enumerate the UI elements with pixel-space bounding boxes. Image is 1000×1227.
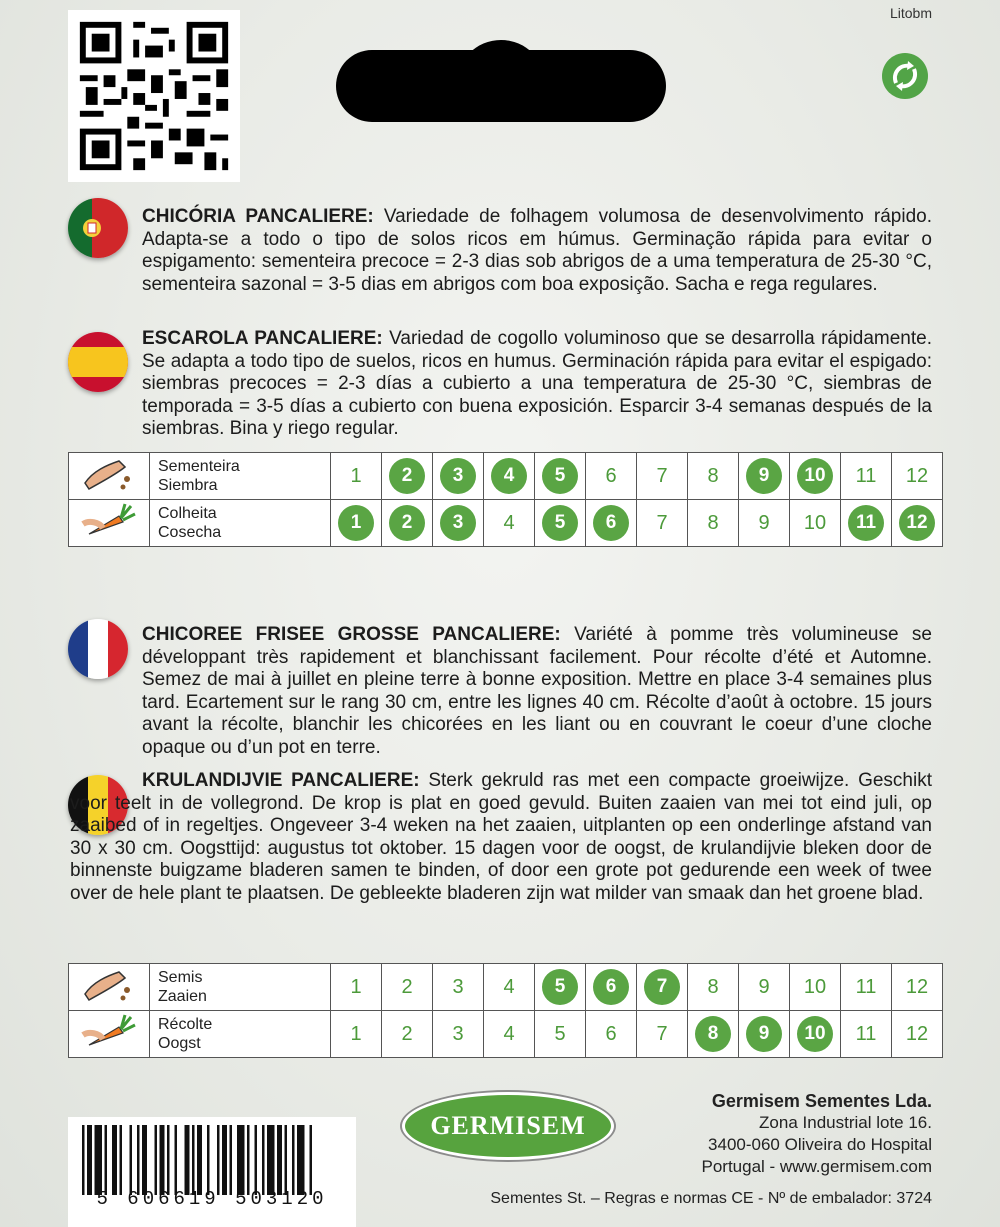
month-cell-active: 9 xyxy=(739,453,790,500)
calendar-row xyxy=(69,453,943,500)
month-cell: 4 xyxy=(484,964,535,1011)
calendar-row-label: Récolte Oogst xyxy=(150,1011,331,1058)
month-cell: 11 xyxy=(841,1011,892,1058)
month-cell: 1 xyxy=(331,964,382,1011)
hand-sowing-icon xyxy=(69,453,150,500)
qr-code xyxy=(68,10,240,182)
month-cell-active: 5 xyxy=(535,453,586,500)
month-cell-active: 3 xyxy=(433,500,484,547)
hand-carrot-icon xyxy=(69,500,150,547)
calendar-row-label: Semis Zaaien xyxy=(150,964,331,1011)
footer-regulation: Sementes St. – Regras e normas CE - Nº de embalador: 3724 xyxy=(490,1190,932,1207)
company-address xyxy=(701,1090,932,1178)
month-cell-active: 12 xyxy=(892,500,943,547)
hang-hole xyxy=(336,50,666,122)
month-cell: 6 xyxy=(586,1011,637,1058)
month-cell-active: 1 xyxy=(331,500,382,547)
paragraph-portuguese xyxy=(142,206,932,296)
month-cell: 9 xyxy=(739,500,790,547)
month-cell: 5 xyxy=(535,1011,586,1058)
month-cell: 7 xyxy=(637,453,688,500)
paragraph-text: Variété à pomme très volumineuse se développant très rapidement et blanchissant facilement. Pour récolte d’été et Automne. Semez de mai à juillet en pleine terre à bonne exposition. Mettre en place 3-4 semaines plus tard. Ecartement sur le rang 30 cm, entre les lignes 40 cm. Récolte d’août à octobre. 15 jours avant la récolte, blanchir les chicorées en les liant ou en couvrant le coeur d’une cloche opaque ou d’un pot en terre. xyxy=(142,624,932,758)
month-cell: 10 xyxy=(790,500,841,547)
printer-code: Litobm xyxy=(889,5,932,21)
calendar-row xyxy=(69,964,943,1011)
paragraph-title: KRULANDIJVIE PANCALIERE: xyxy=(142,770,420,791)
month-cell: 1 xyxy=(331,1011,382,1058)
green-dot-recycle-icon xyxy=(882,53,928,99)
month-cell: 12 xyxy=(892,453,943,500)
paragraph-title: CHICÓRIA PANCALIERE: xyxy=(142,206,374,227)
month-cell-active: 2 xyxy=(382,500,433,547)
month-cell: 11 xyxy=(841,453,892,500)
paragraph-french xyxy=(142,624,932,759)
month-cell: 1 xyxy=(331,453,382,500)
month-cell: 7 xyxy=(637,1011,688,1058)
month-cell-active: 10 xyxy=(790,1011,841,1058)
month-cell-active: 2 xyxy=(382,453,433,500)
month-cell: 2 xyxy=(382,1011,433,1058)
month-cell: 10 xyxy=(790,964,841,1011)
barcode-number: 5 606619 503120 xyxy=(96,1188,328,1210)
month-cell-active: 3 xyxy=(433,453,484,500)
hand-carrot-icon xyxy=(69,1011,150,1058)
month-cell-active: 8 xyxy=(688,1011,739,1058)
month-cell-active: 5 xyxy=(535,964,586,1011)
calendar-row xyxy=(69,1011,943,1058)
month-cell: 4 xyxy=(484,1011,535,1058)
spain-flag-icon xyxy=(68,332,128,392)
calendar-table-1 xyxy=(68,452,943,547)
paragraph-text: Sterk gekruld ras met een compacte groeiwijze. Geschikt voor teelt in de vollegrond. De krop is plat en goed gevuld. Buiten zaaien van mei tot eind juli, op zaaibed of in regeltjes. Ongeveer 3-4 weken na het zaaien, uitplanten op een onderlinge afstand van 30 x 30 cm. Oogsttijd: augustus tot oktober. 15 dagen voor de oogst, de krulandijvie bleken door de binnenste buigzame bladeren samen te binden, of door een grote pot gedurende een week of twee over de hele plant te plaatsen. De gebleekte bladeren zijn wat milder van smaak dan het groene blad. xyxy=(70,770,932,904)
month-cell: 7 xyxy=(637,500,688,547)
barcode xyxy=(68,1117,356,1227)
calendar-row xyxy=(69,500,943,547)
address-line: Zona Industrial lote 16. xyxy=(759,1113,932,1132)
company-name: Germisem Sementes Lda. xyxy=(711,1091,932,1111)
month-cell: 6 xyxy=(586,453,637,500)
month-cell-active: 6 xyxy=(586,964,637,1011)
paragraph-dutch xyxy=(70,770,932,905)
month-cell: 11 xyxy=(841,964,892,1011)
month-cell: 8 xyxy=(688,500,739,547)
paragraph-text: Variedade de folhagem volumosa de desenvolvimento rápido. Adapta-se a todo o tipo de solos ricos em húmus. Germinação rápida para evitar o espigamento: sementeira precoce = 2-3 dias sob abrigos de a uma temperatura de 25-30 °C, sementeira sazonal = 3-5 dias em abrigos com boa exposição. Sacha e rega regulares. xyxy=(142,206,932,295)
address-line: 3400-060 Oliveira do Hospital xyxy=(708,1135,932,1154)
month-cell: 3 xyxy=(433,1011,484,1058)
calendar-table-2 xyxy=(68,963,943,1058)
month-cell: 3 xyxy=(433,964,484,1011)
germisem-logo: GERMISEM xyxy=(402,1092,614,1160)
paragraph-text: Variedad de cogollo voluminoso que se desarrolla rápidamente. Se adapta a todo tipo de suelos, ricos en humus. Germinación rápida para evitar el espigado: siembras precoces = 2-3 días a cubierto a una temperatura de 25-30 °C, siembras de temporada = 3-5 días a cubierto con buena exposición. Esparcir 3-4 semanas después de la siembras. Bina y riego regular. xyxy=(142,328,932,439)
month-cell: 12 xyxy=(892,964,943,1011)
address-line: Portugal - www.germisem.com xyxy=(701,1157,932,1176)
paragraph-title: CHICOREE FRISEE GROSSE PANCALIERE: xyxy=(142,624,561,645)
paragraph-title: ESCAROLA PANCALIERE: xyxy=(142,328,383,349)
month-cell-active: 5 xyxy=(535,500,586,547)
calendar-row-label: Sementeira Siembra xyxy=(150,453,331,500)
month-cell-active: 6 xyxy=(586,500,637,547)
month-cell: 8 xyxy=(688,964,739,1011)
portugal-flag-icon xyxy=(68,198,128,258)
month-cell-active: 10 xyxy=(790,453,841,500)
month-cell: 8 xyxy=(688,453,739,500)
month-cell-active: 4 xyxy=(484,453,535,500)
hand-sowing-icon xyxy=(69,964,150,1011)
month-cell: 4 xyxy=(484,500,535,547)
month-cell-active: 9 xyxy=(739,1011,790,1058)
month-cell: 12 xyxy=(892,1011,943,1058)
calendar-row-label: Colheita Cosecha xyxy=(150,500,331,547)
month-cell: 2 xyxy=(382,964,433,1011)
france-flag-icon xyxy=(68,619,128,679)
month-cell-active: 7 xyxy=(637,964,688,1011)
paragraph-spanish xyxy=(142,328,932,441)
month-cell-active: 11 xyxy=(841,500,892,547)
month-cell: 9 xyxy=(739,964,790,1011)
